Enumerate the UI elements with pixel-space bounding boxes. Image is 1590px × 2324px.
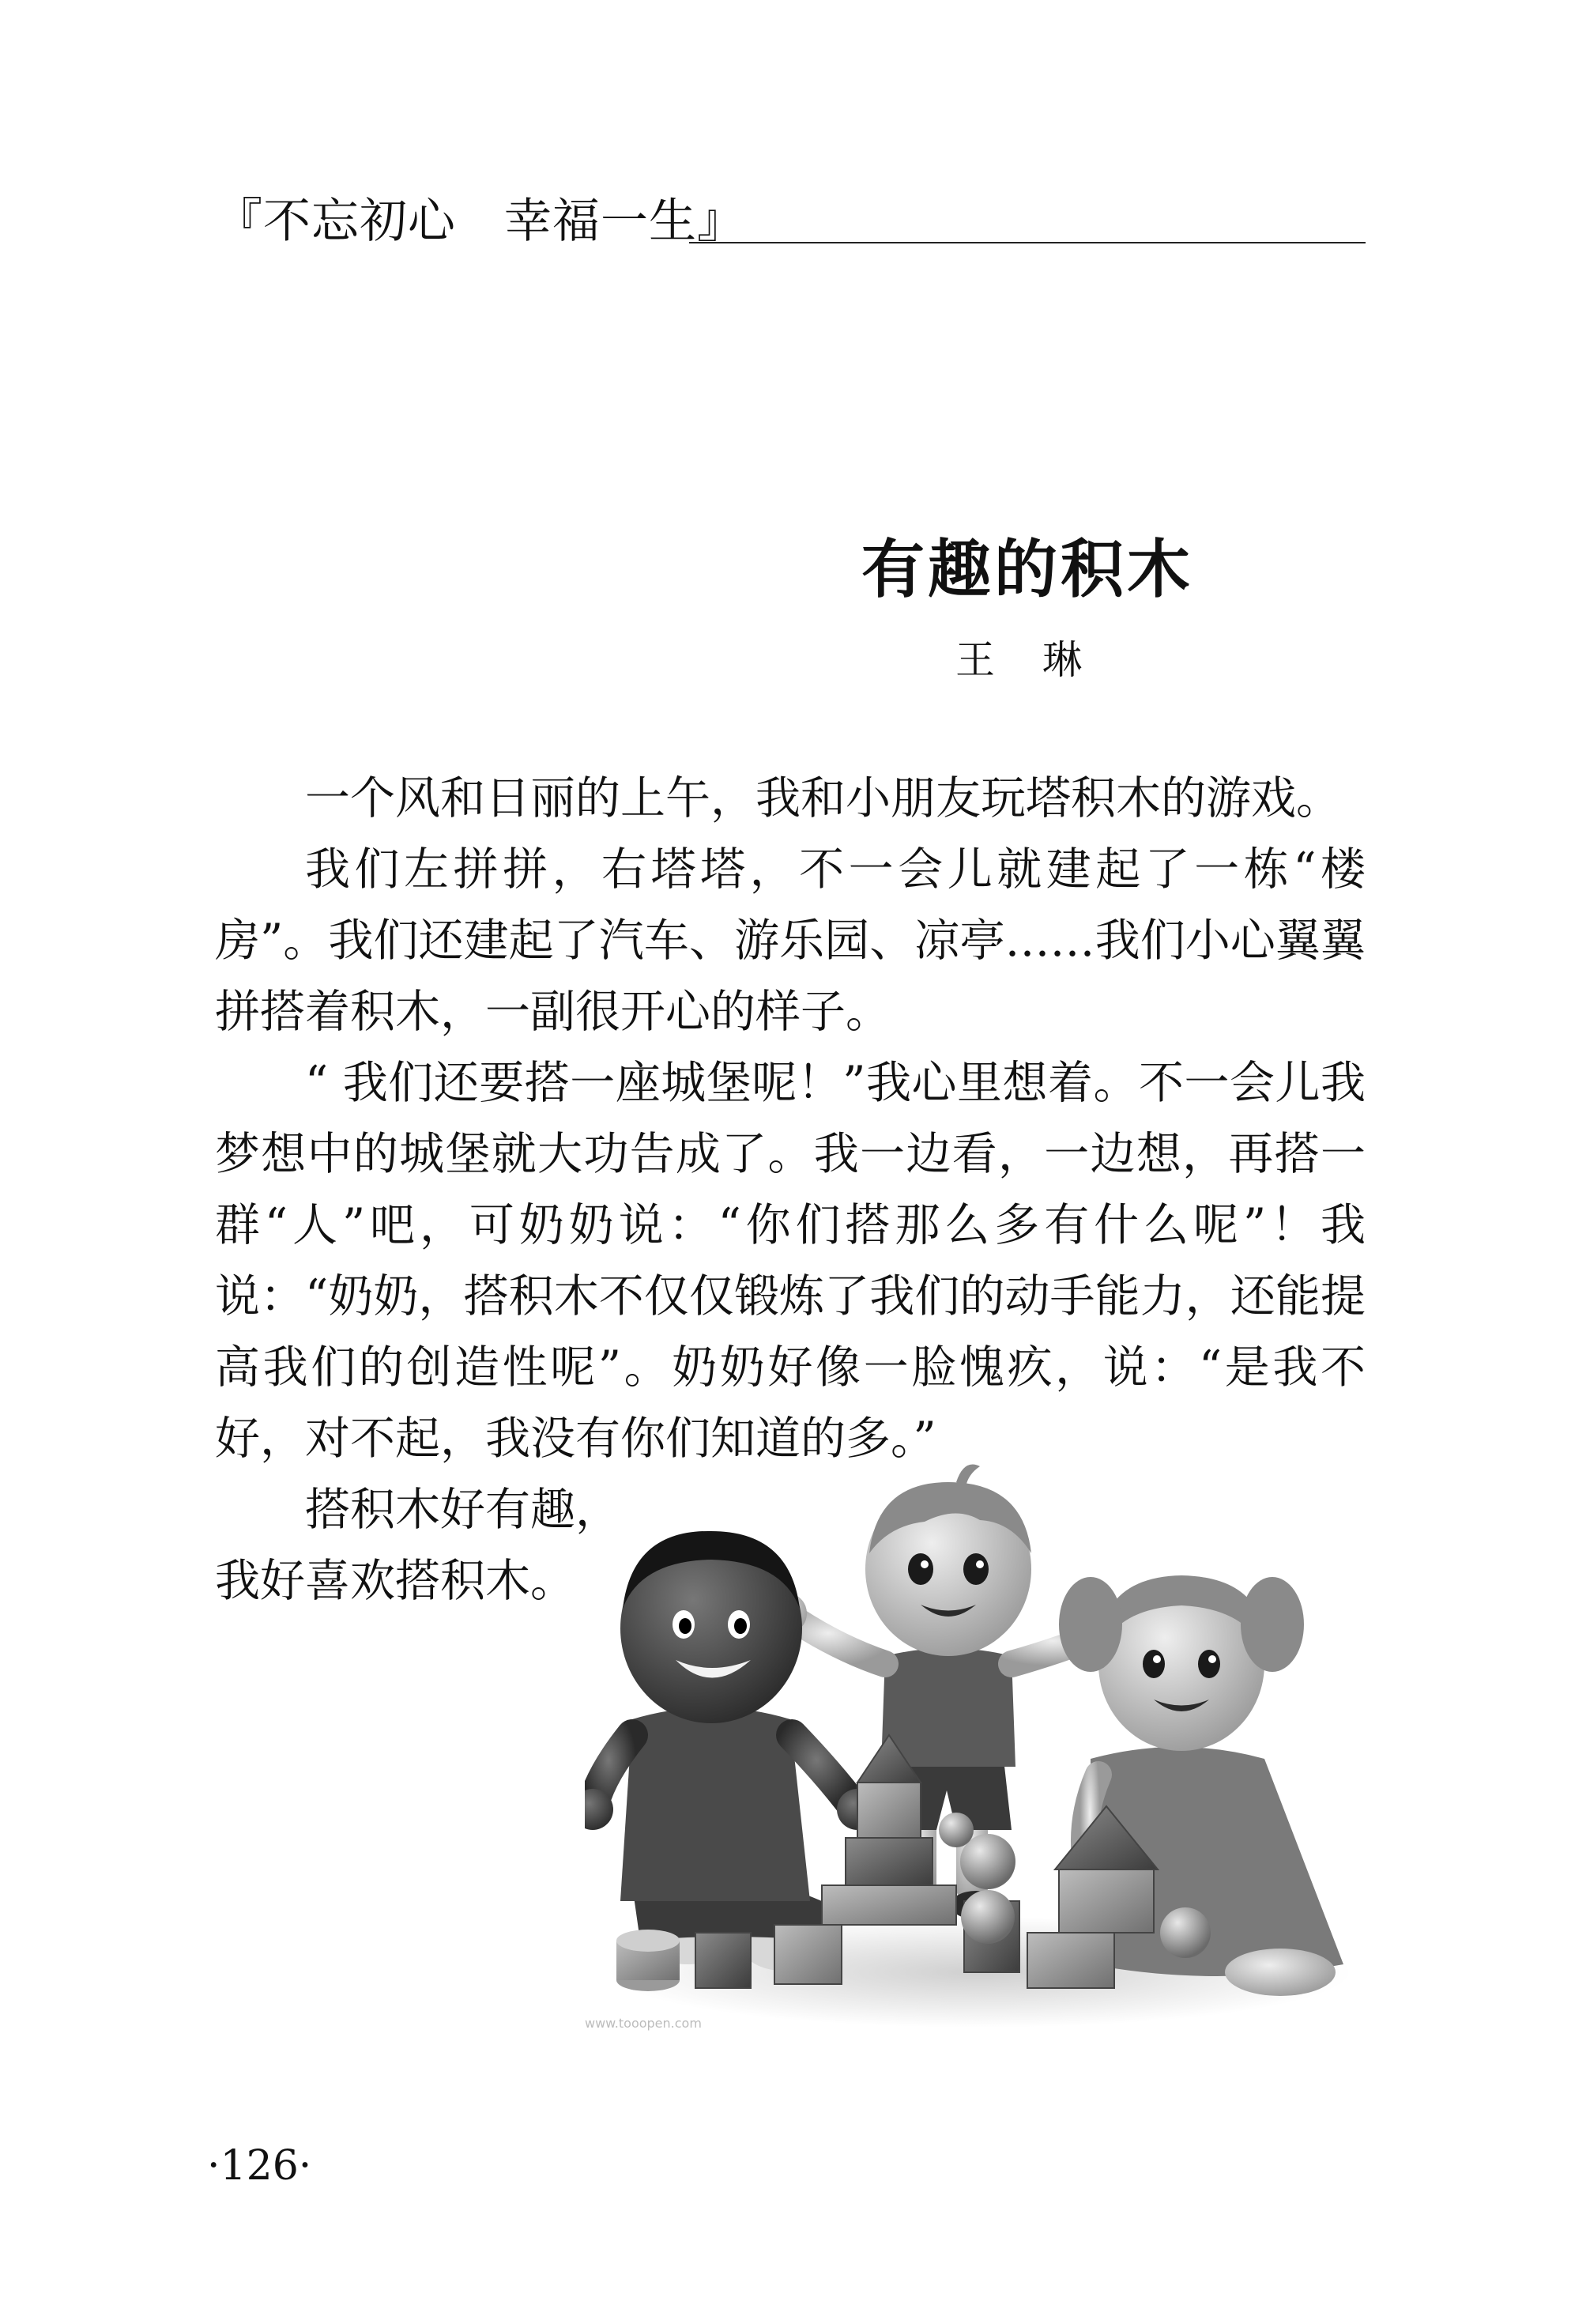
- page-number: ·126·: [207, 2142, 312, 2190]
- header-rule: [689, 242, 1366, 243]
- paragraph-1: 一个风和日丽的上午，我和小朋友玩塔积木的游戏。: [305, 772, 1341, 824]
- article-author: 王 琳: [955, 637, 1099, 683]
- article-body: [215, 763, 1366, 1474]
- paragraph-2: 我们左拼拼，右塔塔，不一会儿就建起了一栋“楼房”。我们还建起了汽车、游乐园、凉亭……我们小心翼翼拼搭着积木，一副很开心的样子。: [215, 843, 1366, 1038]
- article-title: 有趣的积木: [861, 532, 1193, 606]
- running-header-text: 『不忘初心 幸福一生』: [215, 194, 745, 249]
- closing-paragraph: 搭积木好有趣，我好喜欢搭积木。: [215, 1484, 620, 1607]
- running-header: [215, 190, 1366, 253]
- image-watermark: www.tooopen.com: [585, 2016, 702, 2031]
- children-playing-blocks-illustration: [585, 1458, 1375, 2043]
- paragraph-3: “ 我们还要搭一座城堡呢！”我心里想着。不一会儿我梦想中的城堡就大功告成了。我一边看，一边想，再搭一群“人”吧，可奶奶说：“你们搭那么多有什么呢”！我说：“奶奶，搭积木不仅仅锻炼了我们的动手能力，还能提高我们的创造性呢”。奶奶好像一脸愧疚，说：“是我不好，对不起，我没有你们知道的多。”: [215, 1057, 1366, 1465]
